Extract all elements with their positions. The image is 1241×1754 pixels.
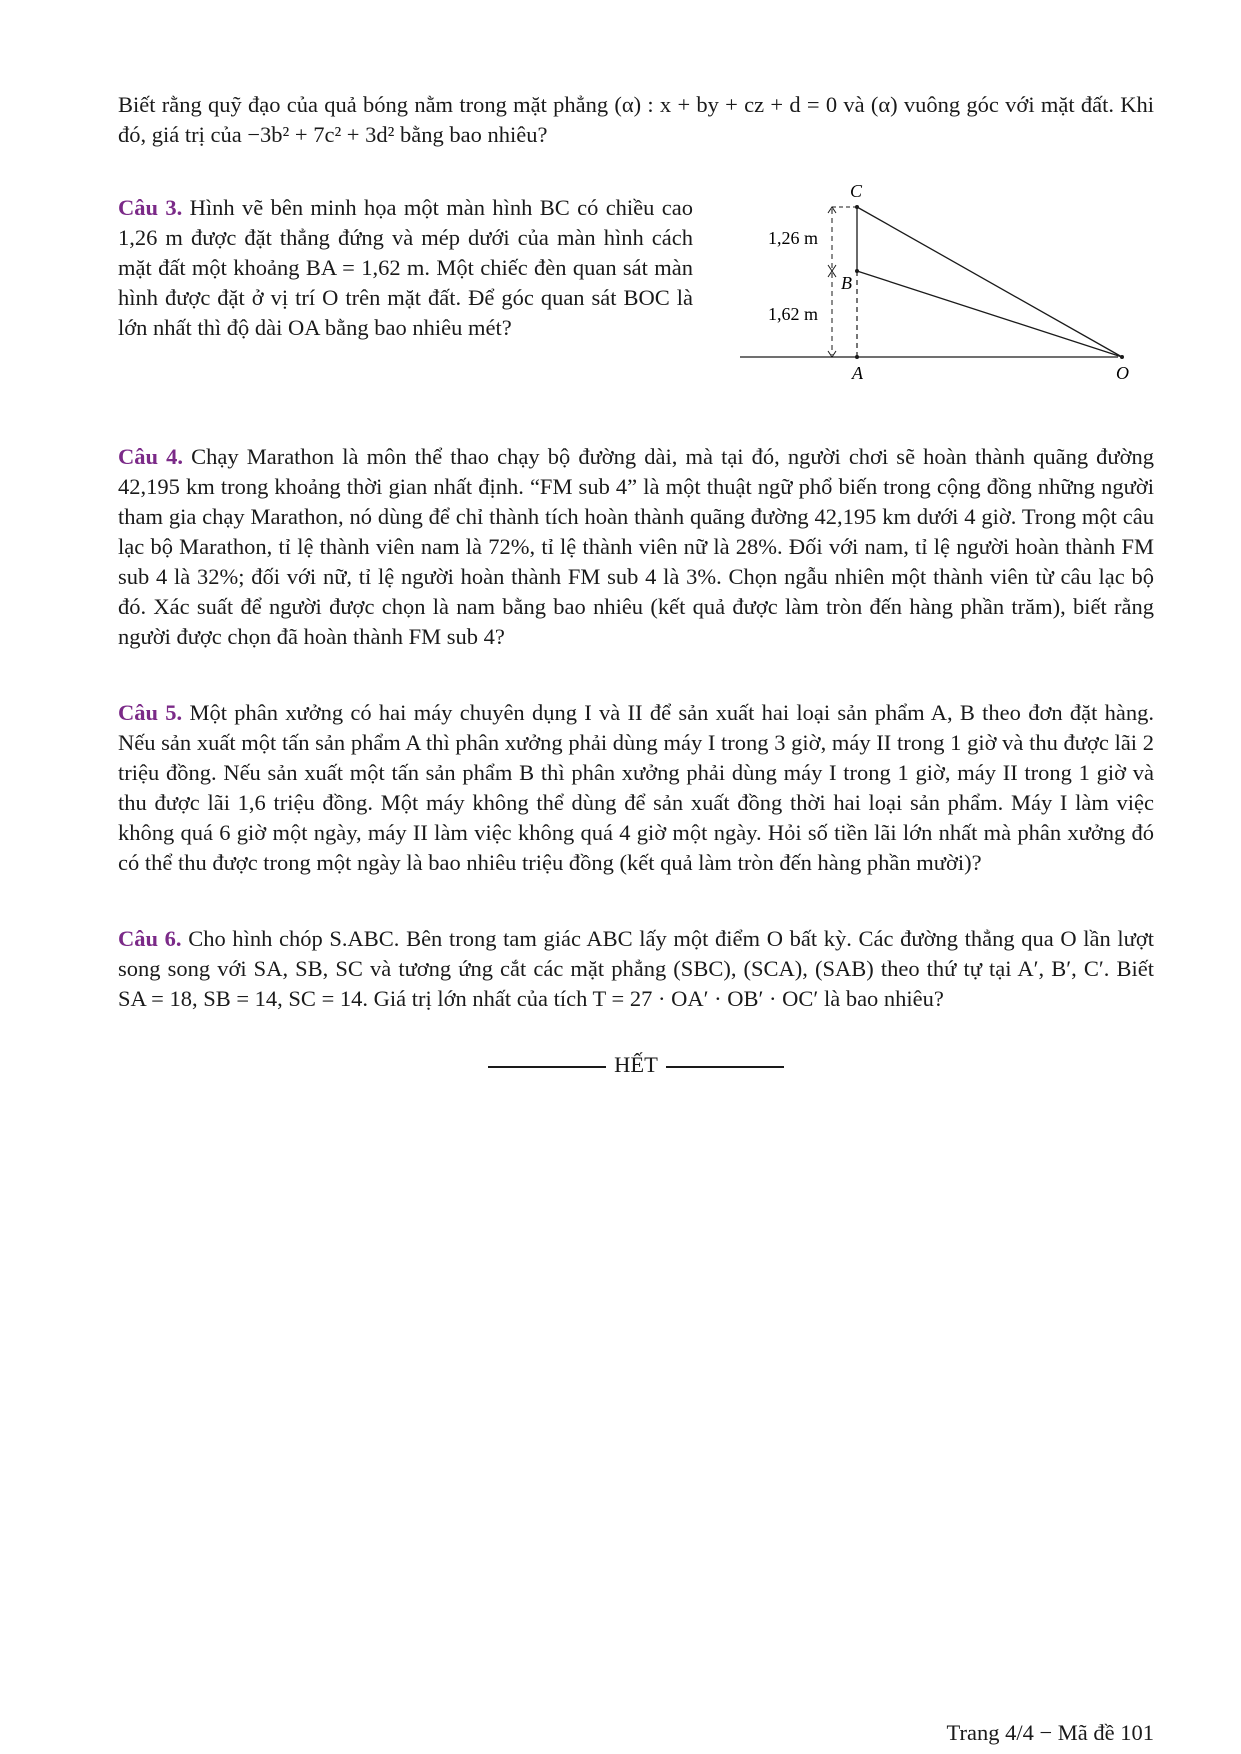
- question-3: [118, 193, 693, 343]
- page-footer: Trang 4/4 − Mã đề 101: [946, 1720, 1154, 1745]
- question-3-text: Hình vẽ bên minh họa một màn hình BC có chiều cao 1,26 m được đặt thẳng đứng và mép dưới của màn hình cách mặt đất một khoảng BA = 1,62 m. Một chiếc đèn quan sát màn hình được đặt ở vị trí O trên mặt đất. Để góc quan sát BOC là lớn nhất thì độ dài OA bằng bao nhiêu mét?: [118, 195, 694, 340]
- label-a: A: [852, 363, 863, 383]
- label-c: C: [850, 181, 863, 201]
- label-o: O: [1116, 363, 1129, 383]
- end-rule-right: [666, 1066, 784, 1068]
- end-text: HẾT: [614, 1052, 658, 1077]
- question-6-text: Cho hình chóp S.ABC. Bên trong tam giác ABC lấy một điểm O bất kỳ. Các đường thẳng qua O lần lượt song song với SA, SB, SC và tương ứng cắt các mặt phẳng (SBC), (SCA), (SAB) theo thứ tự tại A′, B′, C′. Biết SA = 18, SB = 14, SC = 14. Giá trị lớn nhất của tích T = 27 · OA′ · OB′ · OC′ là bao nhiêu?: [118, 926, 1155, 1011]
- question-5-label: Câu 5.: [118, 700, 183, 725]
- label-bc-length: 1,26 m: [768, 228, 819, 248]
- point-b: [855, 269, 859, 273]
- question-4-text: Chạy Marathon là môn thể thao chạy bộ đường dài, mà tại đó, người chơi sẽ hoàn thành quãng đường 42,195 km trong khoảng thời gian nhất định. “FM sub 4” là một thuật ngữ phổ biến trong cộng đồng những người tham gia chạy Marathon, nó dùng để chỉ thành tích hoàn thành quãng đường 42,195 km dưới 4 giờ. Trong một câu lạc bộ Marathon, tỉ lệ thành viên nam là 72%, tỉ lệ thành viên nữ là 28%. Đối với nam, tỉ lệ người hoàn thành FM sub 4 là 32%; đối với nữ, tỉ lệ người hoàn thành FM sub 4 là 3%. Chọn ngẫu nhiên một thành viên từ câu lạc bộ đó. Xác suất để người được chọn là nam bằng bao nhiêu (kết quả được làm tròn đến hàng phần trăm), biết rằng người được chọn đã hoàn thành FM sub 4?: [118, 444, 1155, 649]
- sight-line-oc: [857, 207, 1122, 357]
- label-ab-length: 1,62 m: [768, 304, 819, 324]
- screen-angle-figure: [718, 181, 1154, 440]
- question-6-label: Câu 6.: [118, 926, 182, 951]
- point-a: [855, 355, 859, 359]
- point-c: [855, 205, 859, 209]
- end-marker: [118, 1052, 1154, 1078]
- question-4-label: Câu 4.: [118, 444, 183, 469]
- intro-paragraph: Biết rằng quỹ đạo của quả bóng nằm trong mặt phẳng (α) : x + by + cz + d = 0 và (α) vuông góc với mặt đất. Khi đó, giá trị của −3b² + 7c² + 3d² bằng bao nhiêu?: [118, 92, 1154, 147]
- point-o: [1120, 355, 1124, 359]
- question-3-label: Câu 3.: [118, 195, 183, 220]
- question-5-text: Một phân xưởng có hai máy chuyên dụng I và II để sản xuất hai loại sản phẩm A, B theo đơn đặt hàng. Nếu sản xuất một tấn sản phẩm A thì phân xưởng phải dùng máy I trong 3 giờ, máy II trong 1 giờ và thu được lãi 2 triệu đồng. Nếu sản xuất một tấn sản phẩm B thì phân xưởng phải dùng máy I trong 1 giờ, máy II trong 1 giờ và thu được lãi 1,6 triệu đồng. Một máy không thể dùng để sản xuất đồng thời hai loại sản phẩm. Máy I làm việc không quá 6 giờ một ngày, máy II làm việc không quá 4 giờ một ngày. Hỏi số tiền lãi lớn nhất mà phân xưởng đó có thể thu được trong một ngày là bao nhiêu triệu đồng (kết quả làm tròn đến hàng phần mười)?: [118, 700, 1155, 875]
- question-6: [118, 924, 1154, 1014]
- question-5: [118, 698, 1154, 878]
- question-4: [118, 442, 1154, 652]
- end-rule-left: [488, 1066, 606, 1068]
- sight-line-ob: [857, 271, 1122, 357]
- label-b: B: [841, 273, 852, 293]
